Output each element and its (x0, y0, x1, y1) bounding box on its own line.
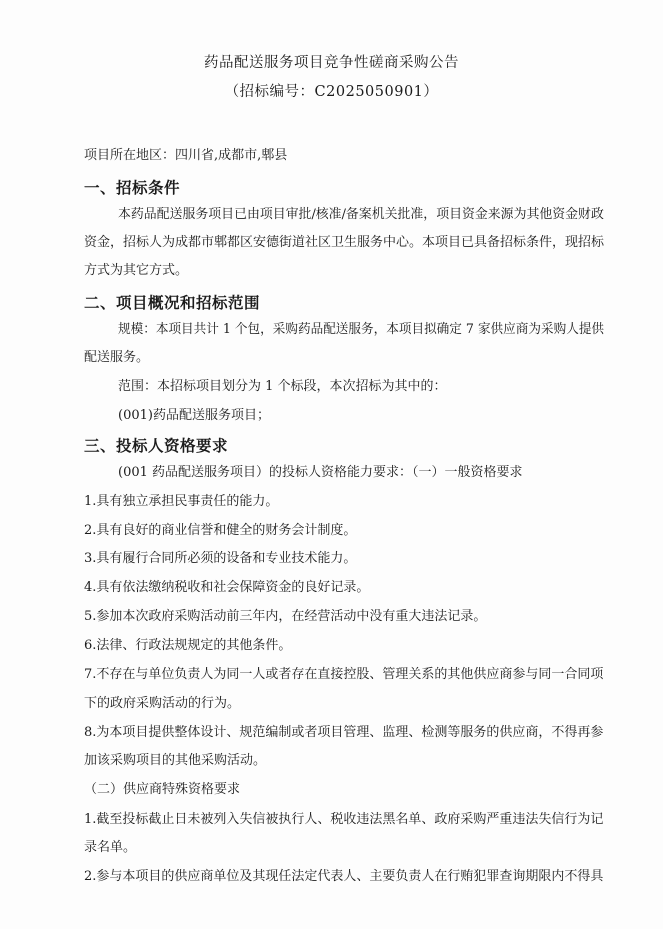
paragraph-line: 配送服务。 (84, 350, 150, 365)
paragraph-line: 方式为其它方式。 (84, 263, 189, 278)
list-item: 1.截至投标截止日未被列入失信被执行人、税收违法黑名单、政府采购严重违法失信行为记 (84, 812, 604, 827)
list-item: 1.具有独立承担民事责任的能力。 (84, 494, 279, 509)
section-heading: 二、项目概况和招标范围 (84, 294, 261, 312)
list-item-continuation: 录名单。 (84, 840, 137, 855)
paragraph-line: 本药品配送服务项目已由项目审批/核准/备案机关批准，项目资金来源为其他资金财政 (118, 207, 604, 222)
paragraph-line: (001 药品配送服务项目）的投标人资格能力要求：（一）一般资格要求 (118, 465, 523, 480)
list-item-continuation: 下的政府采购活动的行为。 (84, 696, 241, 711)
paragraph-line: 范围：本招标项目划分为 1 个标段，本次招标为其中的： (118, 379, 447, 394)
list-item-continuation: 加该采购项目的其他采购活动。 (84, 753, 267, 768)
list-item: 2.具有良好的商业信誉和健全的财务会计制度。 (84, 523, 357, 538)
paragraph-line: 资金，招标人为成都市郫都区安德街道社区卫生服务中心。本项目已具备招标条件，现招标 (84, 235, 605, 250)
subsection-heading: （二）供应商特殊资格要求 (84, 782, 241, 797)
list-item: 3.具有履行合同所必须的设备和专业技术能力。 (84, 551, 357, 566)
document-subtitle: （招标编号：C2025050901） (224, 84, 439, 100)
paragraph-line: 规模：本项目共计 1 个包，采购药品配送服务，本项目拟确定 7 家供应商为采购人提供 (118, 322, 605, 337)
list-item: 8.为本项目提供整体设计、规范编制或者项目管理、监理、检测等服务的供应商，不得再参 (84, 725, 604, 740)
list-item: 5.参加本次政府采购活动前三年内，在经营活动中没有重大违法记录。 (84, 609, 487, 624)
list-item: 7.不存在与单位负责人为同一人或者存在直接控股、管理关系的其他供应商参与同一合同项 (84, 667, 604, 682)
document-title: 药品配送服务项目竞争性磋商采购公告 (204, 55, 459, 71)
list-item: 6.法律、行政法规规定的其他条件。 (84, 638, 292, 653)
section-heading: 三、投标人资格要求 (84, 437, 229, 455)
section-heading: 一、招标条件 (84, 179, 181, 197)
list-item: 4.具有依法缴纳税收和社会保障资金的良好记录。 (84, 580, 370, 595)
paragraph-line: (001)药品配送服务项目； (118, 408, 270, 423)
project-location: 项目所在地区：四川省,成都市,郫县 (84, 148, 288, 163)
list-item: 2.参与本项目的供应商单位及其现任法定代表人、主要负责人在行贿犯罪查询期限内不得具 (84, 869, 604, 884)
